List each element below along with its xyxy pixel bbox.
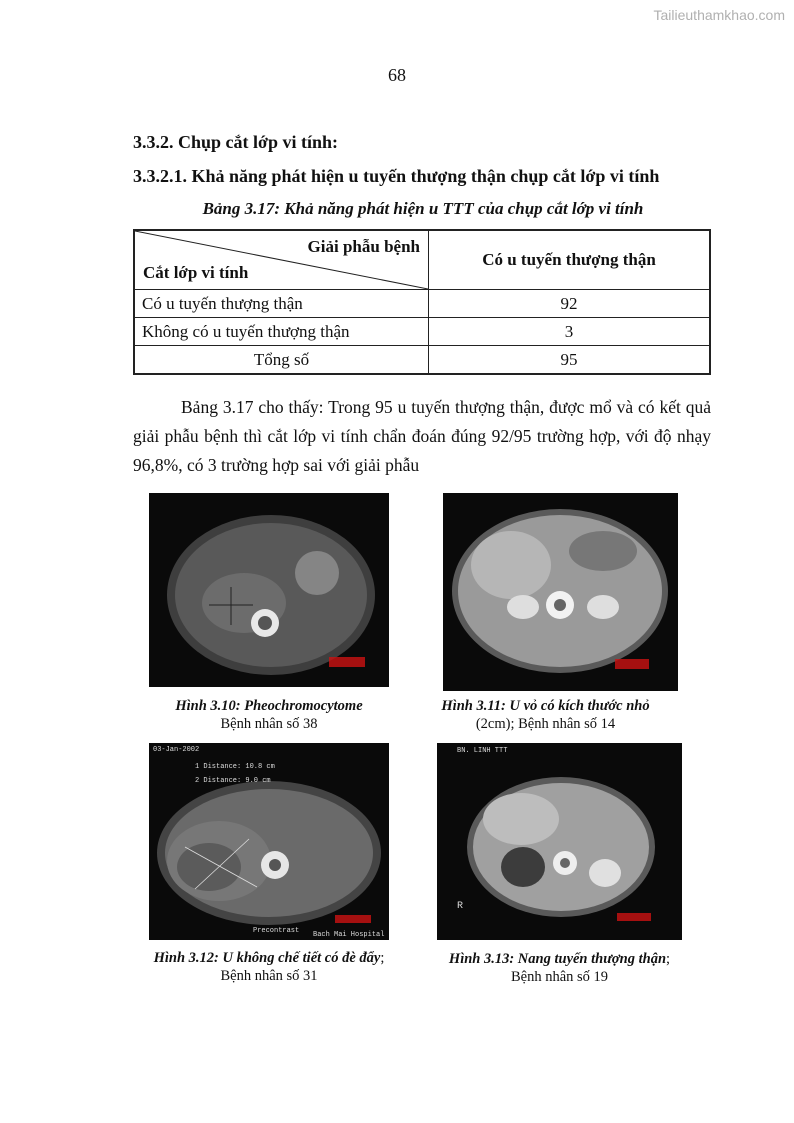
- ct-scan-illustration: [149, 743, 389, 940]
- row-label: Tổng số: [134, 346, 429, 375]
- results-table: [133, 229, 711, 375]
- ct-patient-name: BN. LINH TTT: [457, 747, 508, 755]
- ct-hospital: Bach Mai Hospital: [313, 931, 385, 939]
- ct-image-fig-3-10: [149, 493, 389, 687]
- row-label: Không có u tuyến thượng thận: [134, 318, 429, 346]
- body-paragraph: Bảng 3.17 cho thấy: Trong 95 u tuyến thượng thận, được mổ và có kết quả giải phẫu bệnh thì cắt lớp vi tính chẩn đoán đúng 92/95 trường hợp, với độ nhạy 96,8%, có 3 trường hợp sai với giải phẫu: [133, 397, 711, 475]
- table-caption: Bảng 3.17: Khả năng phát hiện u TTT của chụp cắt lớp vi tính: [202, 199, 644, 218]
- figure-title: Hình 3.13: Nang tuyến thượng thận: [448, 951, 667, 967]
- row-value: 92: [429, 290, 711, 318]
- figure-subtitle: (2cm); Bệnh nhân số 14: [475, 716, 616, 732]
- figure-subtitle: ; Bệnh nhân số 31: [220, 950, 385, 984]
- ct-footer: Precontrast: [253, 927, 300, 935]
- figure-title: Hình 3.10: Pheochromocytome: [175, 698, 363, 714]
- ct-distance-1: 1 Distance: 10.8 cm: [195, 763, 275, 771]
- subsection-heading: 3.3.2.1. Khả năng phát hiện u tuyến thượng thận chụp cắt lớp vi tính: [133, 166, 660, 186]
- ct-image-fig-3-13: [437, 743, 682, 940]
- ct-date: 03-Jan-2002: [153, 746, 200, 754]
- row-label: Có u tuyến thượng thận: [134, 290, 429, 318]
- figure-caption: [149, 697, 389, 733]
- figure-title: Hình 3.11: U vỏ có kích thước nhỏ: [441, 698, 650, 714]
- row-value: 95: [429, 346, 711, 375]
- section-heading: 3.3.2. Chụp cắt lớp vi tính:: [133, 132, 339, 152]
- header-pathology: Giải phẫu bệnh: [307, 237, 420, 256]
- ct-image-fig-3-11: [443, 493, 678, 691]
- row-value: 3: [429, 318, 711, 346]
- ct-distance-2: 2 Distance: 9.0 cm: [195, 777, 271, 785]
- ct-image-fig-3-12: [149, 743, 389, 940]
- ct-scan-illustration: [437, 743, 682, 940]
- figure-subtitle: Bệnh nhân số 38: [220, 716, 318, 732]
- column-header: Có u tuyến thượng thận: [429, 230, 711, 290]
- table-row: [134, 318, 710, 346]
- watermark: Tailieuthamkhao.com: [653, 7, 785, 23]
- figure-caption: [149, 949, 389, 985]
- figure-title: Hình 3.12: U không chế tiết có đè đẩy: [153, 950, 381, 966]
- figure-subtitle: ; Bệnh nhân số 19: [510, 951, 671, 985]
- ct-scan-illustration: [149, 493, 389, 687]
- table-row: [134, 346, 710, 375]
- ct-scan-illustration: [443, 493, 678, 691]
- ct-orientation-mark: R: [457, 901, 464, 912]
- figure-caption: [437, 950, 682, 986]
- header-ct: Cắt lớp vi tính: [143, 263, 249, 282]
- page-number: 68: [388, 65, 406, 85]
- table-row: [134, 290, 710, 318]
- diagonal-header-cell: [134, 230, 429, 290]
- figure-caption: [433, 697, 658, 733]
